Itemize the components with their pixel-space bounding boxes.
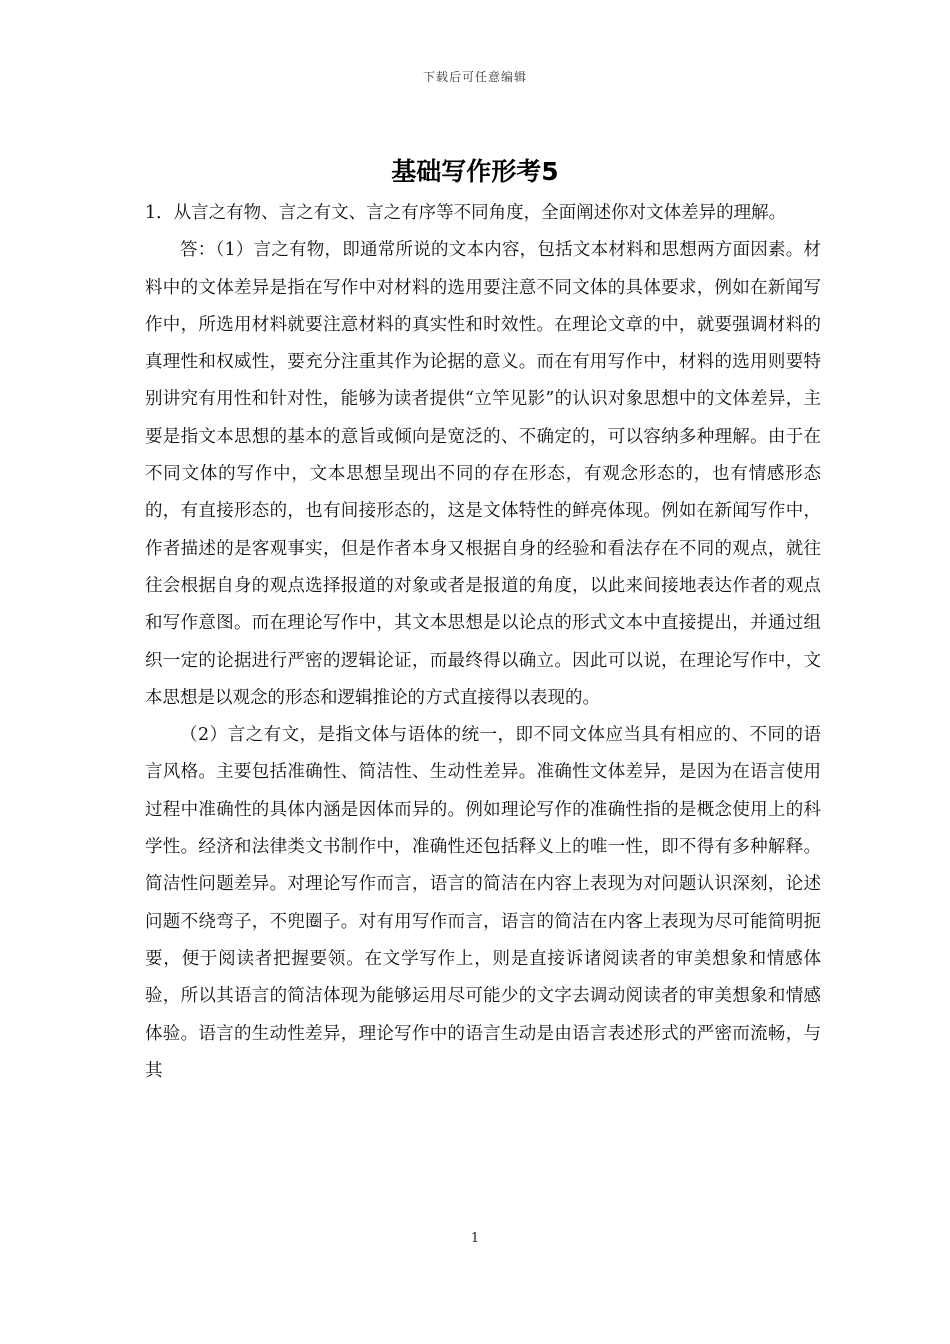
page-header: 下载后可任意编辑 [422, 70, 527, 84]
answer-paragraph-1: 答：（1）言之有物，即通常所说的文本内容，包括文本材料和思想两方面因素。材料中的文体差异是指在写作中对材料的选用要注意不同文体的具体要求，例如在新闻写作中，所选用材料就要注意材料的真实性和时效性。在理论文章的中，就要强调材料的真理性和权威性，要充分注重其作为论据的意义。而在有用写作中，材料的选用则要特别讲究有用性和针对性，能够为读者提供“立竿见影”的认识对象思想中的文体差异，主要是指文本思想的基本的意旨或倾向是宽泛的、不确定的，可以容纳多种理解。由于在不同文体的写作中，文本思想呈现出不同的存在形态，有观念形态的，也有情感形态的，有直接形态的，也有间接形态的，这是文体特性的鲜亮体现。例如在新闻写作中，作者描述的是客观事实，但是作者本身又根据自身的经验和看法存在不同的观点，就往往会根据自身的观点选择报道的对象或者是报道的角度，以此来间接地表达作者的观点和写作意图。而在理论写作中，其文本思想是以论点的形式文本中直接提出，并通过组织一定的论据进行严密的逻辑论证，而最终得以确立。因此可以说，在理论写作中，文本思想是以观念的形态和逻辑推论的方式直接得以表现的。 [145, 240, 821, 708]
document-body [145, 195, 821, 1090]
answer-paragraph-2: （2）言之有文，是指文体与语体的统一，即不同文体应当具有相应的、不同的语言风格。主要包括准确性、简洁性、生动性差异。准确性文体差异，是因为在语言使用过程中准确性的具体内涵是因体而异的。例如理论写作的准确性指的是概念使用上的科学性。经济和法律类文书制作中，准确性还包括释义上的唯一性，即不得有多种解释。简洁性问题差异。对理论写作而言，语言的简洁在内容上表现为对问题认识深刻，论述问题不绕弯子，不兜圈子。对有用写作而言，语言的简洁在内客上表现为尽可能简明扼要，便于阅读者把握要领。在文学写作上，则是直接诉诸阅读者的审美想象和情感体验，所以其语言的简洁体现为能够运用尽可能少的文字去调动阅读者的审美想象和情感体验。语言的生动性差异，理论写作中的语言生动是由语言表述形式的严密而流畅，与其 [145, 725, 821, 1081]
page-number: 1 [470, 1231, 480, 1246]
document-title: 基础写作形考5 [391, 157, 559, 186]
question-paragraph: 1．从言之有物、言之有文、言之有序等不同角度，全面阐述你对文体差异的理解。 [145, 203, 787, 223]
